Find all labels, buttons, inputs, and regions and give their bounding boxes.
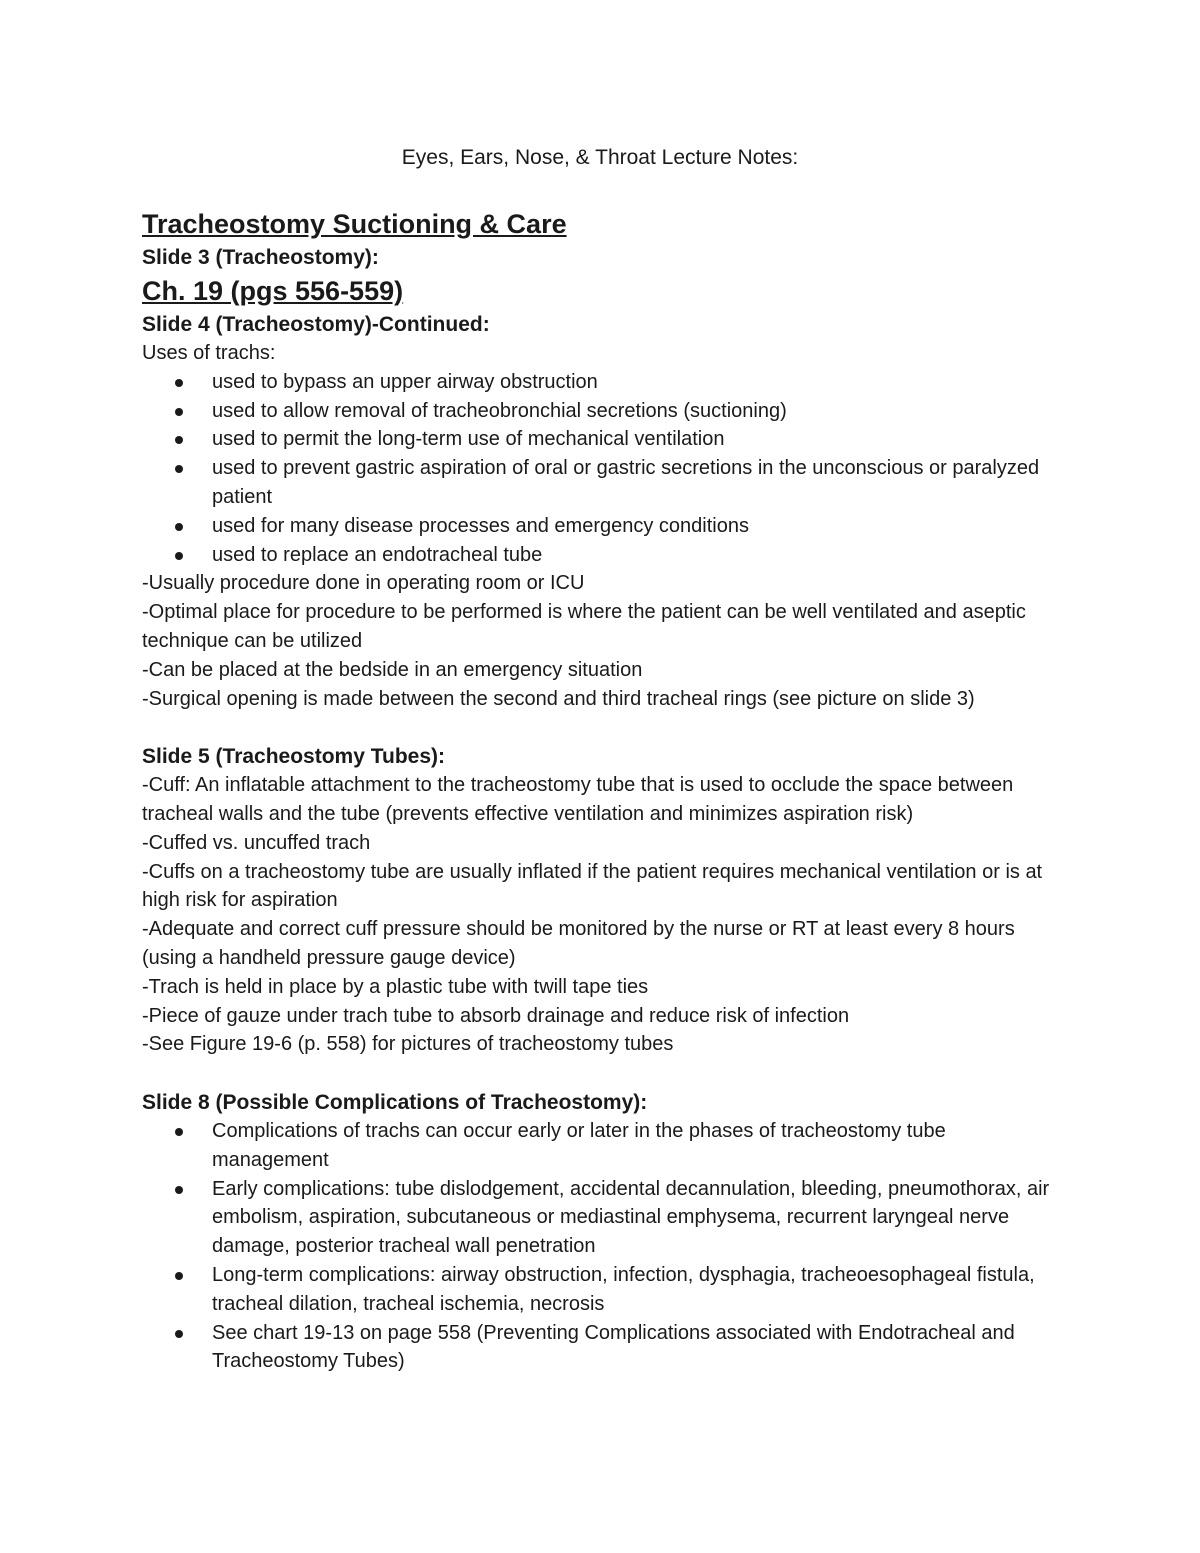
bullet-icon bbox=[175, 1272, 183, 1280]
slide5-section bbox=[142, 742, 1062, 1059]
spacer bbox=[142, 1059, 1062, 1088]
slide5-heading: Slide 5 (Tracheostomy Tubes): bbox=[142, 745, 446, 769]
list-item-text: Complications of trachs can occur early or later in the phases of tracheostomy tube management bbox=[212, 1119, 946, 1171]
slide8-section bbox=[142, 1088, 1062, 1376]
slide4-intro: Uses of trachs: bbox=[142, 342, 276, 364]
bullet-icon bbox=[175, 436, 183, 444]
chapter-heading: Ch. 19 (pgs 556-559) bbox=[142, 276, 404, 306]
list-item-text: Long-term complications: airway obstruction, infection, dysphagia, tracheoesophageal fistula, tracheal dilation, tracheal ischemia, necrosis bbox=[212, 1263, 1035, 1315]
slide4-line: -Optimal place for procedure to be performed is where the patient can be well ventilated and aseptic technique can be utilized bbox=[142, 601, 1026, 652]
list-item bbox=[142, 397, 1062, 426]
list-item bbox=[142, 1117, 1062, 1175]
slide5-line: -See Figure 19-6 (p. 558) for pictures of tracheostomy tubes bbox=[142, 1033, 674, 1056]
bullet-icon bbox=[175, 379, 183, 387]
bullet-icon bbox=[175, 408, 183, 416]
spacer bbox=[142, 713, 1062, 742]
list-item-text: used to replace an endotracheal tube bbox=[212, 543, 543, 566]
list-item bbox=[142, 425, 1062, 454]
slide5-line: -Cuffed vs. uncuffed trach bbox=[142, 831, 371, 854]
list-item-text: See chart 19-13 on page 558 (Preventing Complications associated with Endotracheal and Tracheostomy Tubes) bbox=[212, 1321, 1015, 1373]
document-title: Eyes, Ears, Nose, & Throat Lecture Notes: bbox=[401, 146, 799, 169]
list-item-text: used to prevent gastric aspiration of oral or gastric secretions in the unconscious or paralyzed patient bbox=[212, 457, 1040, 508]
bullet-icon bbox=[175, 523, 183, 531]
bullet-icon bbox=[175, 1330, 183, 1338]
bullet-icon bbox=[175, 1128, 183, 1136]
slide5-line: -Cuffs on a tracheostomy tube are usually inflated if the patient requires mechanical ventilation or is at high risk for aspiration bbox=[142, 860, 1043, 912]
list-item bbox=[142, 1319, 1062, 1377]
slide4-line: -Surgical opening is made between the second and third tracheal rings (see picture on slide 3) bbox=[142, 687, 975, 710]
bullet-icon bbox=[175, 465, 183, 473]
list-item-text: used to allow removal of tracheobronchial secretions (suctioning) bbox=[212, 399, 787, 422]
list-item bbox=[142, 1261, 1062, 1319]
document-body bbox=[142, 205, 1062, 1376]
list-item-text: used for many disease processes and emergency conditions bbox=[212, 514, 749, 537]
slide8-bullet-list bbox=[142, 1117, 1062, 1376]
slide5-line: -Cuff: An inflatable attachment to the tracheostomy tube that is used to occlude the space between tracheal walls and the tube (prevents effective ventilation and minimizes aspiration risk) bbox=[142, 774, 1014, 825]
slide5-line: -Adequate and correct cuff pressure should be monitored by the nurse or RT at least every 8 hours (using a handheld pressure gauge device) bbox=[142, 918, 1015, 969]
list-item-text: used to bypass an upper airway obstruction bbox=[212, 370, 598, 393]
slide4-line: -Usually procedure done in operating room or ICU bbox=[142, 572, 585, 595]
slide4-bullet-list bbox=[142, 368, 1062, 570]
list-item bbox=[142, 368, 1062, 397]
slide3-heading: Slide 3 (Tracheostomy): bbox=[142, 246, 379, 269]
bullet-icon bbox=[175, 552, 183, 560]
slide5-line: -Trach is held in place by a plastic tube with twill tape ties bbox=[142, 975, 649, 998]
list-item-text: Early complications: tube dislodgement, accidental decannulation, bleeding, pneumothorax, air embolism, aspiration, subcutaneous or mediastinal emphysema, recurrent laryngeal nerve damage, posterior tracheal wall penetration bbox=[212, 1177, 1050, 1258]
slide8-heading: Slide 8 (Possible Complications of Tracheostomy): bbox=[142, 1090, 648, 1114]
slide4-section bbox=[142, 310, 1062, 713]
list-item bbox=[142, 541, 1062, 570]
slide4-heading: Slide 4 (Tracheostomy)-Continued: bbox=[142, 313, 490, 336]
bullet-icon bbox=[175, 1186, 183, 1194]
slide4-line: -Can be placed at the bedside in an emergency situation bbox=[142, 658, 643, 681]
slide5-line: -Piece of gauze under trach tube to absorb drainage and reduce risk of infection bbox=[142, 1004, 850, 1027]
list-item-text: used to permit the long-term use of mechanical ventilation bbox=[212, 428, 725, 451]
list-item bbox=[142, 454, 1062, 512]
list-item bbox=[142, 1175, 1062, 1261]
main-heading: Tracheostomy Suctioning & Care bbox=[142, 209, 567, 239]
list-item bbox=[142, 512, 1062, 541]
